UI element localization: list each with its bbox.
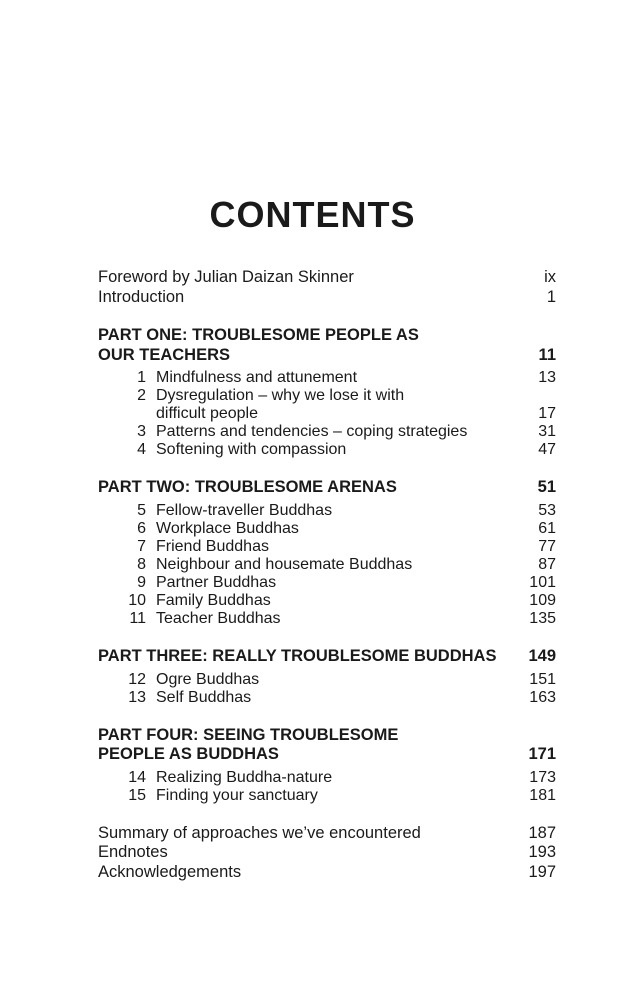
toc-chapter-4[interactable] — [98, 441, 556, 459]
toc-chapter-2[interactable] — [98, 387, 556, 423]
chapter-number: 10 — [128, 591, 146, 609]
chapter-number: 7 — [137, 537, 146, 555]
toc-entry-summary[interactable] — [98, 824, 556, 844]
page-title: CONTENTS — [209, 194, 416, 235]
part-page: 51 — [537, 478, 556, 497]
part-title: PART TWO: TROUBLESOME ARENAS — [98, 478, 397, 497]
chapter-title: Dysregulation – why we lose it with difficult people — [156, 387, 405, 423]
chapter-title: Softening with compassion — [156, 441, 347, 459]
part-title: PART ONE: TROUBLESOME PEOPLE AS OUR TEACHERS — [98, 326, 419, 364]
toc-chapter-7[interactable] — [98, 538, 556, 556]
chapter-title: Realizing Buddha-nature — [156, 768, 333, 786]
entry-page: 193 — [528, 843, 556, 862]
toc-entry-introduction[interactable] — [98, 288, 556, 308]
chapter-number: 12 — [128, 670, 146, 688]
chapter-page: 77 — [538, 537, 556, 555]
toc-chapter-10[interactable] — [98, 592, 556, 610]
chapter-page: 101 — [529, 573, 556, 591]
chapter-number: 3 — [137, 423, 146, 441]
chapter-number: 6 — [137, 519, 146, 537]
toc-entry-acknowledgements[interactable] — [98, 863, 556, 883]
chapter-page: 181 — [529, 786, 556, 804]
toc-chapter-5[interactable] — [98, 502, 556, 520]
part-title: PART FOUR: SEEING TROUBLESOME PEOPLE AS BUDDHAS — [98, 725, 399, 764]
toc-part-four[interactable] — [98, 726, 556, 765]
chapter-title: Workplace Buddhas — [156, 519, 299, 537]
chapter-title: Self Buddhas — [156, 688, 252, 706]
table-of-contents — [98, 268, 556, 883]
chapter-number: 15 — [128, 786, 146, 804]
chapter-title: Partner Buddhas — [156, 573, 277, 591]
entry-label: Summary of approaches we’ve encountered — [98, 823, 421, 842]
toc-entry-foreword[interactable] — [98, 268, 556, 288]
toc-chapter-11[interactable] — [98, 610, 556, 628]
chapter-title: Mindfulness and attunement — [156, 369, 358, 387]
chapter-title: Ogre Buddhas — [156, 670, 260, 688]
toc-part-three[interactable] — [98, 647, 556, 667]
chapter-title: Patterns and tendencies – coping strategies — [156, 423, 468, 441]
toc-part-two[interactable] — [98, 478, 556, 498]
entry-label: Foreword by Julian Daizan Skinner — [98, 268, 354, 286]
chapter-page: 87 — [538, 555, 556, 573]
toc-chapter-15[interactable] — [98, 787, 556, 805]
chapter-page: 31 — [538, 423, 556, 441]
chapter-title: Finding your sanctuary — [156, 786, 318, 804]
toc-chapter-13[interactable] — [98, 689, 556, 707]
chapter-number: 1 — [137, 369, 146, 387]
toc-chapter-1[interactable] — [98, 369, 556, 387]
chapter-number: 14 — [128, 768, 146, 786]
chapter-number: 5 — [137, 501, 146, 519]
chapter-page: 173 — [529, 768, 556, 786]
chapter-number: 4 — [137, 441, 146, 459]
chapter-title: Neighbour and housemate Buddhas — [156, 555, 413, 573]
chapter-number: 8 — [137, 555, 146, 573]
chapter-page: 47 — [538, 441, 556, 459]
part-title: PART THREE: REALLY TROUBLESOME BUDDHAS — [98, 646, 497, 665]
entry-page: ix — [544, 268, 556, 286]
entry-page: 187 — [528, 823, 556, 842]
chapter-number: 11 — [129, 609, 146, 627]
chapter-page: 151 — [529, 670, 556, 688]
toc-entry-endnotes[interactable] — [98, 843, 556, 863]
entry-label: Endnotes — [98, 843, 168, 862]
chapter-page: 135 — [529, 609, 556, 627]
chapter-number: 13 — [128, 688, 146, 706]
chapter-page: 53 — [538, 501, 556, 519]
chapter-page: 13 — [538, 369, 556, 387]
entry-label: Introduction — [98, 287, 185, 306]
part-page: 11 — [538, 345, 556, 364]
toc-chapter-14[interactable] — [98, 769, 556, 787]
chapter-number: 2 — [137, 387, 146, 405]
toc-chapter-9[interactable] — [98, 574, 556, 592]
chapter-title: Family Buddhas — [156, 591, 271, 609]
toc-part-one[interactable] — [98, 326, 556, 365]
entry-label: Acknowledgements — [98, 862, 242, 881]
part-page: 149 — [528, 646, 556, 665]
toc-chapter-12[interactable] — [98, 671, 556, 689]
entry-page: 1 — [546, 287, 556, 306]
part-page: 171 — [528, 745, 556, 764]
chapter-number: 9 — [137, 573, 146, 591]
entry-page: 197 — [528, 862, 556, 881]
toc-chapter-3[interactable] — [98, 423, 556, 441]
chapter-page: 109 — [529, 591, 556, 609]
chapter-title: Fellow-traveller Buddhas — [156, 501, 333, 519]
toc-chapter-6[interactable] — [98, 520, 556, 538]
chapter-page: 163 — [529, 688, 556, 706]
chapter-page: 17 — [538, 405, 556, 423]
chapter-title: Friend Buddhas — [156, 537, 269, 555]
chapter-title: Teacher Buddhas — [156, 609, 281, 627]
toc-chapter-8[interactable] — [98, 556, 556, 574]
chapter-page: 61 — [538, 519, 556, 537]
